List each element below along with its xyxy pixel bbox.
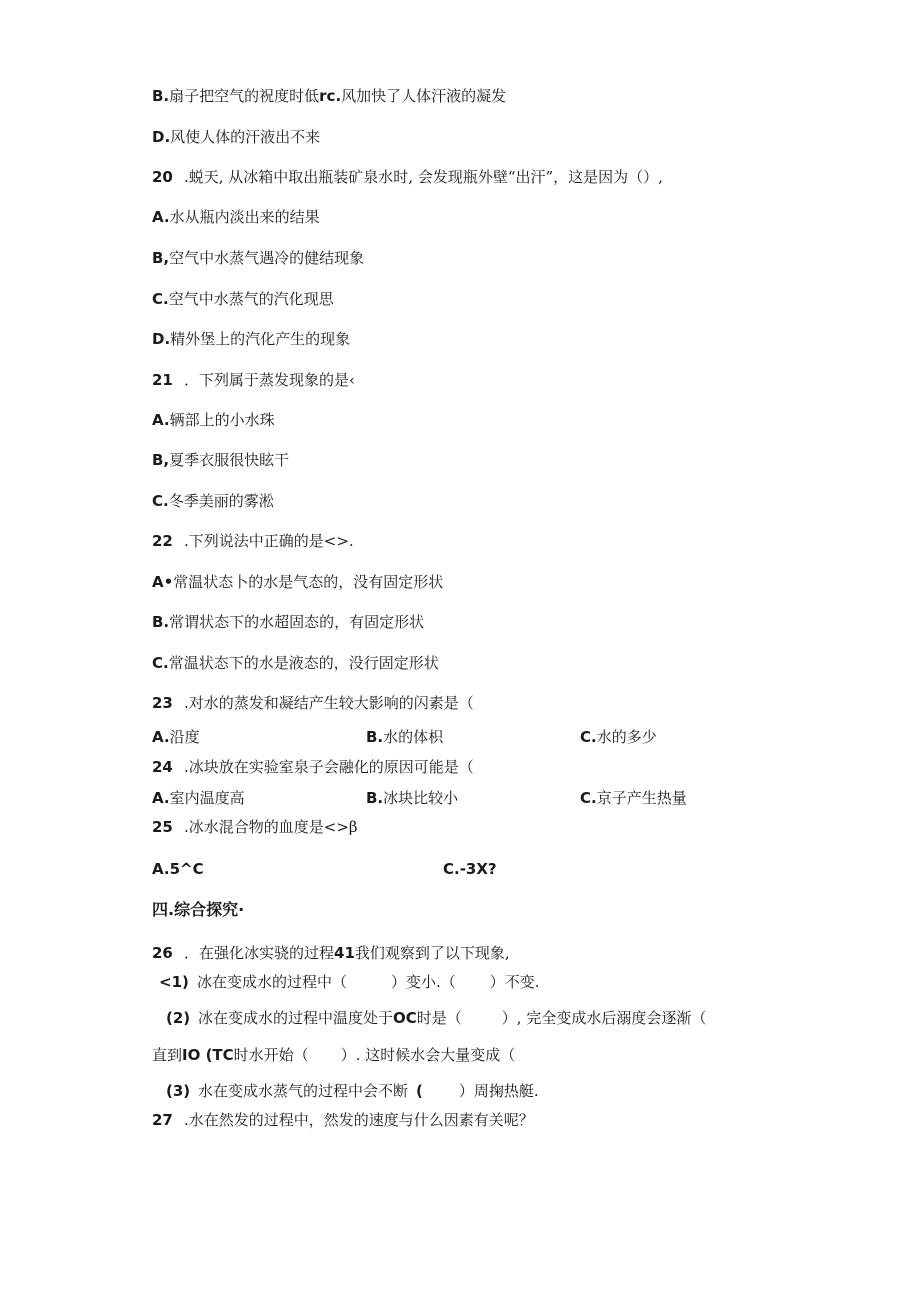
- q25-stem: 25 .冰水混合物的血度是<>β: [152, 818, 358, 836]
- q25-option-c: C.-3X?: [443, 860, 497, 878]
- q26-part-2: (2) 冰在变成水的过程中温度处于OC时是（ ）, 完全变成水后溺度会逐渐（: [166, 1009, 707, 1027]
- q19-option-d: D.风使人体的汗液出不来: [152, 128, 321, 146]
- q26-part-3: (3) 水在变成水蒸气的过程中会不断 ( ）周掬热艇.: [166, 1082, 539, 1100]
- q21-option-a: A.辆部上的小水珠: [152, 411, 275, 429]
- q24-stem: 24 .冰块放在实验室泉子会融化的原因可能是（: [152, 758, 474, 776]
- q26-stem: 26 ．在强化冰实骁的过程41我们观察到了以下现象,: [152, 944, 510, 962]
- q21-stem: 21 ．下列属于蒸发现象的是‹: [152, 371, 355, 389]
- q27-stem: 27 .水在然发的过程中，然发的速度与什么因素有关呢？: [152, 1111, 534, 1129]
- q23-option-a: A.沿度: [152, 728, 200, 746]
- q20-option-c: C.空气中水蒸气的汽化现思: [152, 290, 334, 308]
- q22-option-b: B.常谓状态下的水超固态的，有固定形状: [152, 613, 425, 631]
- q23-option-b: B.水的体枳: [366, 728, 444, 746]
- q24-option-a: A.室内温度高: [152, 789, 245, 807]
- q23-option-c: C.水的多少: [580, 728, 657, 746]
- q22-option-c: C.常温状态下的水是液态的，没行固定形状: [152, 654, 439, 672]
- q20-option-b: B,空气中水蒸气遇冷的健结现象: [152, 249, 365, 267]
- q26-part-2-continued: 直到IO (TC时水开始（ ）. 这时候水会大量变成（: [152, 1046, 516, 1064]
- q20-option-d: D.精外堡上的汽化产生的现象: [152, 330, 351, 348]
- q25-option-a: A.5^C: [152, 860, 204, 878]
- q24-option-b: B.冰块比较小: [366, 789, 459, 807]
- q19-option-b: B.扇子把空气的祝度时低rc.风加快了人体汗液的凝发: [152, 87, 507, 105]
- q23-stem: 23 .对水的蒸发和凝结产生较大影响的闪素是（: [152, 694, 474, 712]
- q26-part-1: <1) 冰在变成水的过程中（ ）变小.（ ）不变.: [159, 973, 540, 991]
- q20-stem: 20 .蜕天, 从冰箱中取出瓶装矿泉水时, 会发现瓶外壁“出汗”，这是因为（）,: [152, 168, 663, 186]
- q21-option-c: C.冬季美丽的雾淞: [152, 492, 274, 510]
- q21-option-b: B,夏季衣服很快眩干: [152, 451, 290, 469]
- q24-option-c: C.京子产生热量: [580, 789, 687, 807]
- q22-option-a: A•常温状态卜的水是气态的，没有固定形状: [152, 573, 444, 591]
- q20-option-a: A.水从瓶内淡出来的结果: [152, 208, 320, 226]
- section-heading: 四.综合探究·: [152, 900, 245, 919]
- q22-stem: 22 .下列说法中正确的是<>.: [152, 532, 354, 550]
